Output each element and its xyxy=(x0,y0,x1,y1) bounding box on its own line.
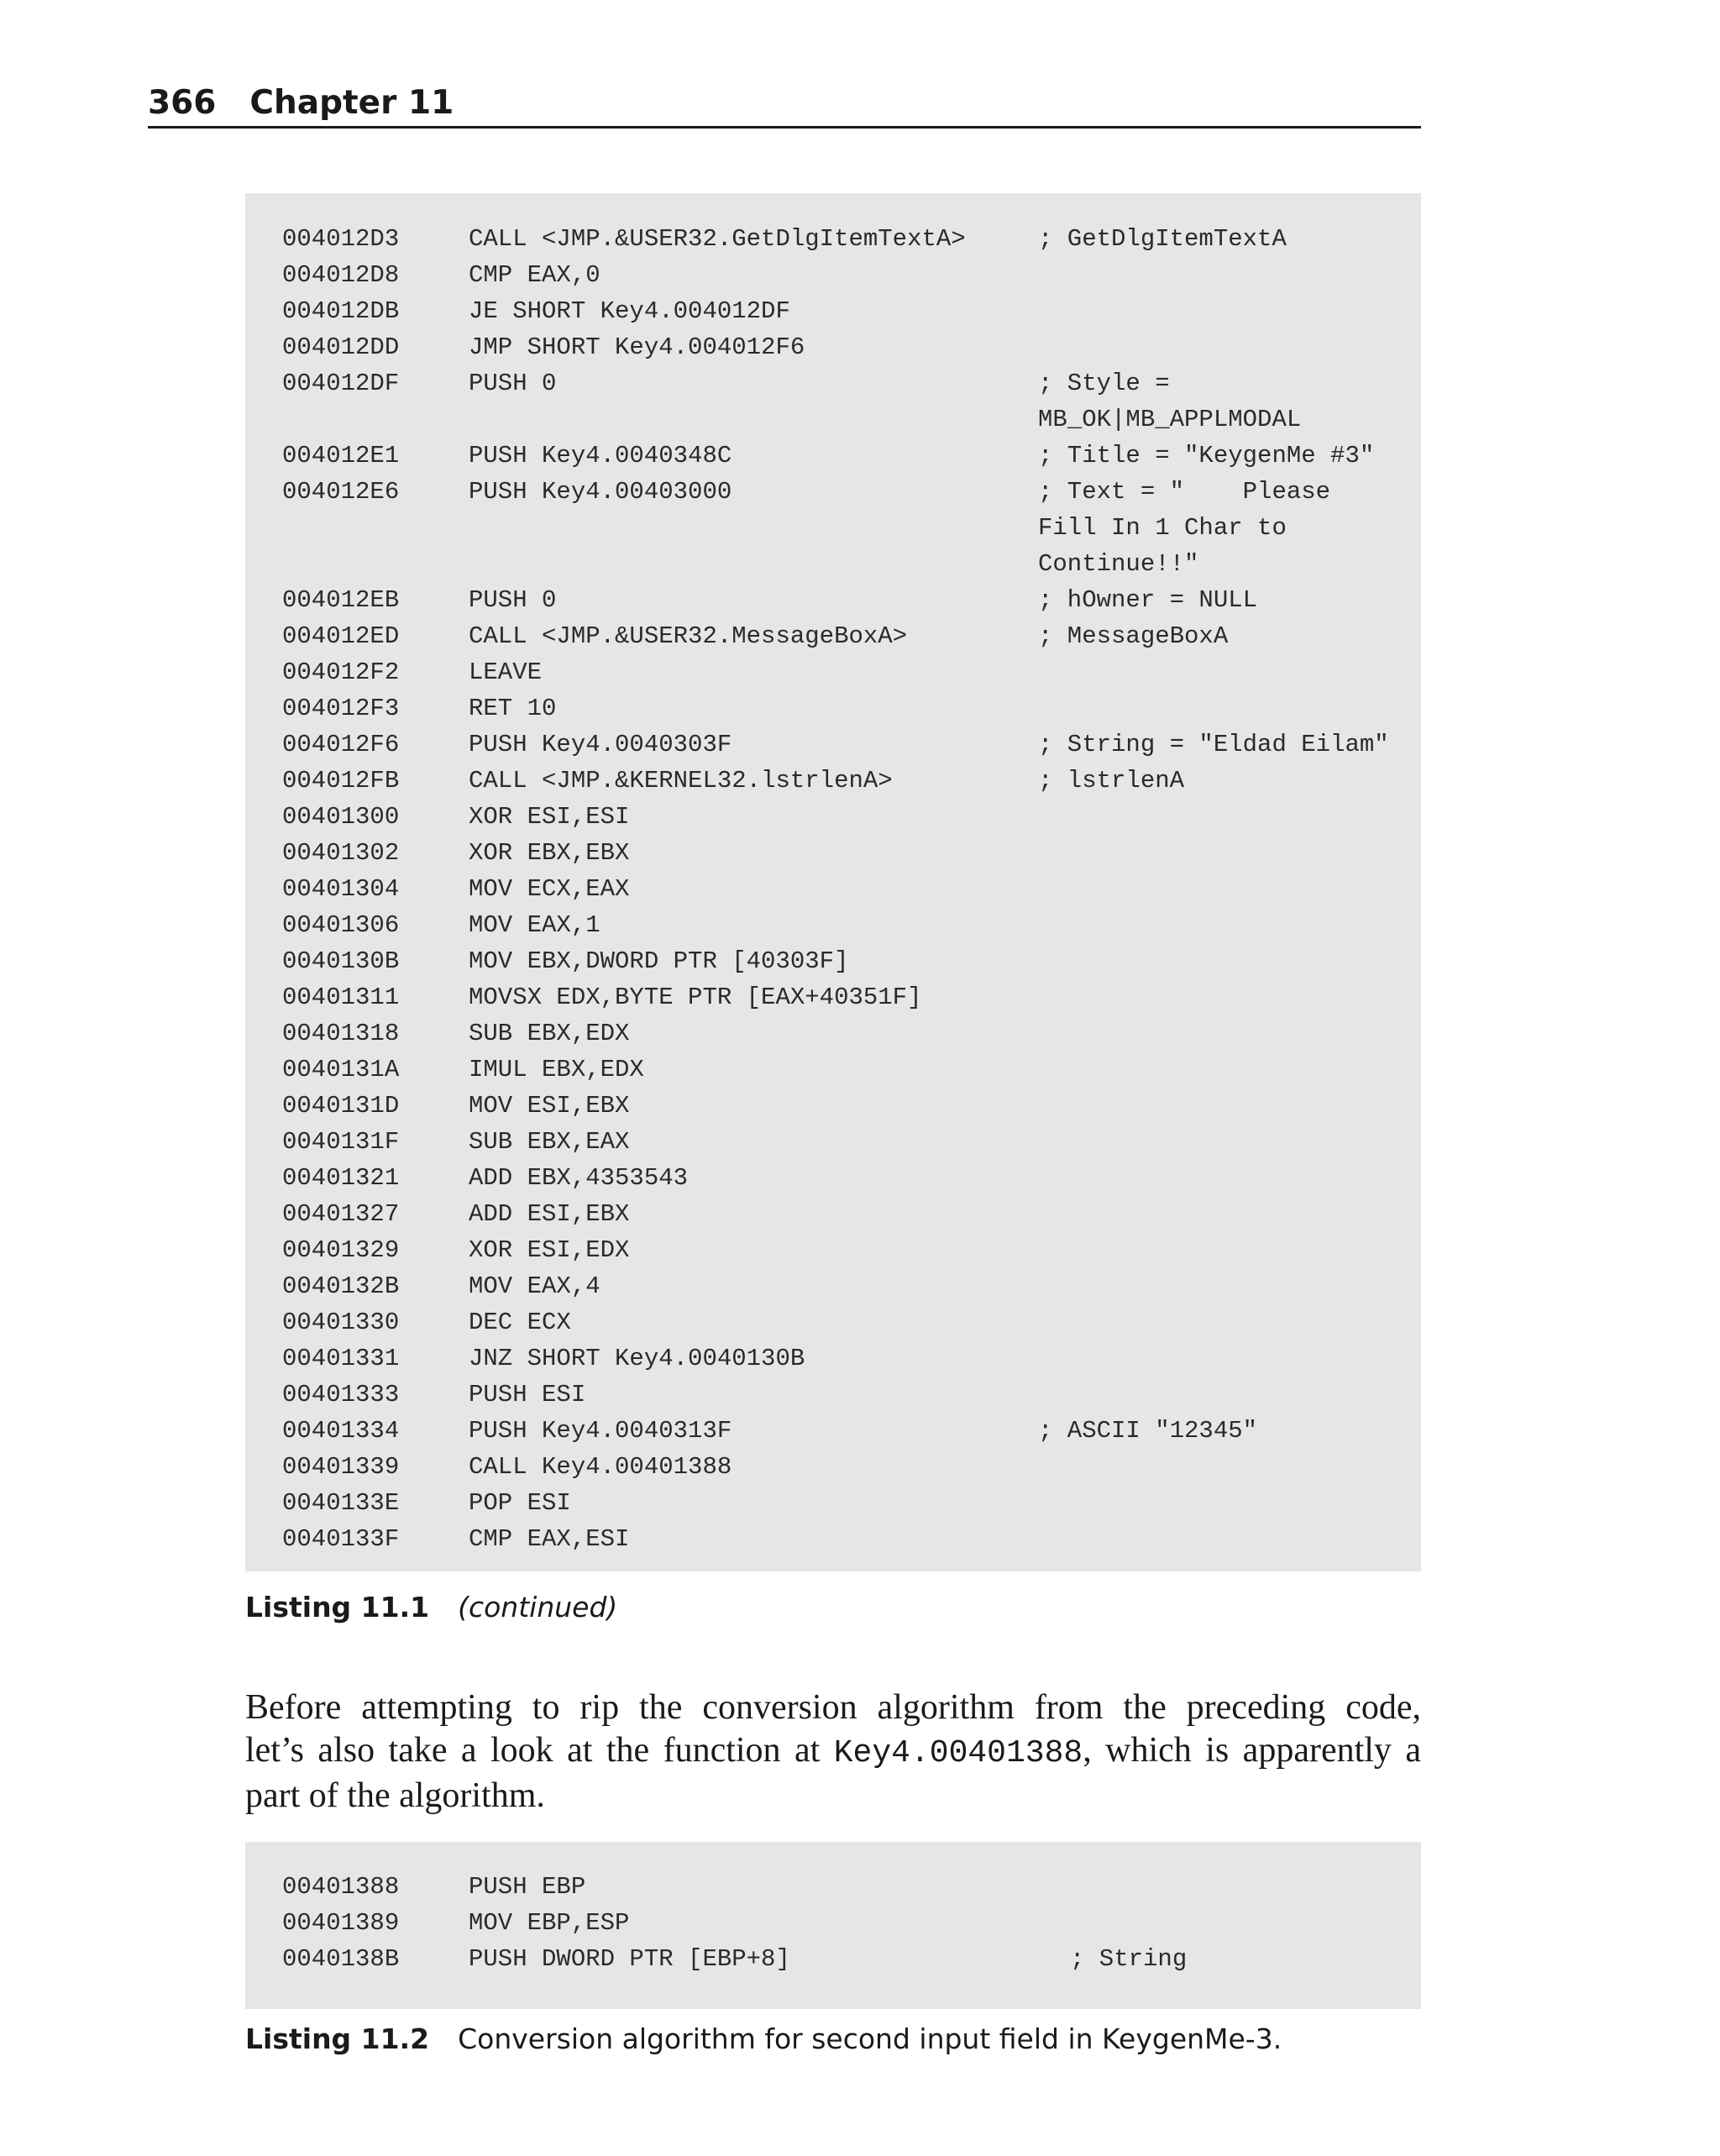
code-instruction: MOV EBP,ESP xyxy=(469,1909,630,1937)
code-address: 00401300 xyxy=(282,803,400,831)
code-address: 0040133F xyxy=(282,1525,400,1553)
code-line xyxy=(282,799,1408,835)
code-comment: ; hOwner = NULL xyxy=(1038,586,1258,614)
code-line xyxy=(282,690,1408,727)
code-instruction: PUSH EBP xyxy=(469,1873,586,1901)
code-instruction: XOR EBX,EBX xyxy=(469,839,630,867)
code-comment-continuation: MB_OK|MB_APPLMODAL xyxy=(1038,406,1302,433)
code-line xyxy=(282,1413,1408,1449)
code-line xyxy=(282,654,1408,690)
code-address: 00401330 xyxy=(282,1309,400,1336)
code-line xyxy=(282,1015,1408,1052)
code-instruction: SUB EBX,EAX xyxy=(469,1128,630,1156)
listing-label: Listing 11.2 xyxy=(245,2022,430,2055)
code-instruction: POP ESI xyxy=(469,1489,571,1517)
code-instruction: JE SHORT Key4.004012DF xyxy=(469,297,790,325)
code-line xyxy=(282,1160,1408,1196)
code-address: 00401321 xyxy=(282,1164,400,1192)
code-line xyxy=(282,1521,1408,1557)
code-instruction: MOVSX EDX,BYTE PTR [EAX+40351F] xyxy=(469,984,922,1011)
code-line xyxy=(282,1340,1408,1377)
code-listing-11-1 xyxy=(245,193,1421,1571)
listing-label: Listing 11.1 xyxy=(245,1591,430,1624)
listing-caption xyxy=(245,2019,1282,2059)
code-address: 004012FB xyxy=(282,767,400,795)
code-instruction: MOV EAX,1 xyxy=(469,911,600,939)
code-line xyxy=(282,1304,1408,1340)
code-instruction: CMP EAX,0 xyxy=(469,261,600,289)
code-comment-continuation: Fill In 1 Char to xyxy=(1038,514,1287,542)
code-line xyxy=(282,1485,1408,1521)
code-line xyxy=(282,1941,1408,1977)
code-instruction: CALL <JMP.&USER32.MessageBoxA> xyxy=(469,622,908,650)
code-instruction: DEC ECX xyxy=(469,1309,571,1336)
paragraph-text: , which is apparently a xyxy=(1083,1731,1421,1770)
code-comment: ; ASCII "12345" xyxy=(1038,1417,1258,1445)
code-instruction: PUSH 0 xyxy=(469,370,557,397)
code-address: 0040138B xyxy=(282,1945,400,1973)
code-address: 0040130B xyxy=(282,947,400,975)
code-line xyxy=(282,979,1408,1015)
code-instruction: JMP SHORT Key4.004012F6 xyxy=(469,333,805,361)
code-instruction: LEAVE xyxy=(469,658,543,686)
code-line xyxy=(282,727,1408,763)
code-line xyxy=(282,221,1408,257)
code-address: 00401306 xyxy=(282,911,400,939)
code-comment: ; Title = "KeygenMe #3" xyxy=(1038,442,1375,469)
code-address: 004012EB xyxy=(282,586,400,614)
code-line xyxy=(282,1268,1408,1304)
code-line xyxy=(282,907,1408,943)
code-address: 004012F3 xyxy=(282,695,400,722)
paragraph-line: part of the algorithm. xyxy=(245,1776,545,1815)
code-instruction: ADD EBX,4353543 xyxy=(469,1164,689,1192)
code-line xyxy=(282,1052,1408,1088)
code-instruction: XOR ESI,EDX xyxy=(469,1236,630,1264)
code-instruction: MOV ECX,EAX xyxy=(469,875,630,903)
code-address: 00401333 xyxy=(282,1381,400,1408)
code-address: 00401389 xyxy=(282,1909,400,1937)
code-instruction: MOV EBX,DWORD PTR [40303F] xyxy=(469,947,849,975)
code-comment: ; Style = xyxy=(1038,370,1170,397)
code-line xyxy=(282,1232,1408,1268)
listing-caption-text: Conversion algorithm for second input field in KeygenMe-3. xyxy=(458,2022,1282,2055)
code-line xyxy=(282,438,1408,474)
code-line xyxy=(282,943,1408,979)
code-address: 00401302 xyxy=(282,839,400,867)
code-address: 004012DB xyxy=(282,297,400,325)
code-comment-continuation: Continue!!" xyxy=(1038,550,1199,578)
code-address: 004012E1 xyxy=(282,442,400,469)
code-line xyxy=(282,618,1408,654)
code-line xyxy=(282,763,1408,799)
code-instruction: SUB EBX,EDX xyxy=(469,1020,630,1047)
code-instruction: CALL <JMP.&KERNEL32.lstrlenA> xyxy=(469,767,893,795)
code-instruction: PUSH Key4.0040348C xyxy=(469,442,732,469)
running-header xyxy=(148,81,1421,129)
chapter-title: Chapter 11 xyxy=(249,84,454,122)
code-comment: ; Text = " Please xyxy=(1038,478,1331,506)
code-line xyxy=(282,474,1408,510)
code-address: 0040131D xyxy=(282,1092,400,1120)
paragraph-line xyxy=(245,1729,1421,1775)
listing-caption-text: (continued) xyxy=(458,1591,618,1624)
code-address: 0040133E xyxy=(282,1489,400,1517)
code-address: 004012F6 xyxy=(282,731,400,758)
code-line xyxy=(282,1905,1408,1941)
code-instruction: RET 10 xyxy=(469,695,557,722)
code-instruction: CALL <JMP.&USER32.GetDlgItemTextA> xyxy=(469,225,966,253)
code-comment: ; String = "Eldad Eilam" xyxy=(1038,731,1389,758)
code-line xyxy=(282,1124,1408,1160)
body-paragraph xyxy=(245,1687,1421,1818)
code-address: 004012ED xyxy=(282,622,400,650)
paragraph-text: let’s also take a look at the function at xyxy=(245,1731,834,1770)
code-address: 004012F2 xyxy=(282,658,400,686)
code-instruction: CALL Key4.00401388 xyxy=(469,1453,732,1481)
code-address: 00401327 xyxy=(282,1200,400,1228)
code-instruction: MOV EAX,4 xyxy=(469,1272,600,1300)
code-line xyxy=(282,329,1408,365)
code-instruction: JNZ SHORT Key4.0040130B xyxy=(469,1345,805,1372)
code-address: 00401329 xyxy=(282,1236,400,1264)
page-number: 366 xyxy=(148,84,217,122)
code-comment: ; lstrlenA xyxy=(1038,767,1185,795)
code-address: 00401331 xyxy=(282,1345,400,1372)
code-line xyxy=(282,835,1408,871)
listing-caption xyxy=(245,1587,617,1628)
code-instruction: PUSH Key4.00403000 xyxy=(469,478,732,506)
code-listing-11-2 xyxy=(245,1842,1421,2009)
code-address: 00401339 xyxy=(282,1453,400,1481)
code-address: 004012E6 xyxy=(282,478,400,506)
code-instruction: ADD ESI,EBX xyxy=(469,1200,630,1228)
code-line xyxy=(282,1196,1408,1232)
code-address: 004012D8 xyxy=(282,261,400,289)
code-line xyxy=(282,1088,1408,1124)
code-instruction: IMUL EBX,EDX xyxy=(469,1056,644,1083)
code-line xyxy=(282,582,1408,618)
code-line xyxy=(282,1377,1408,1413)
code-address: 00401388 xyxy=(282,1873,400,1901)
code-instruction: PUSH ESI xyxy=(469,1381,586,1408)
code-instruction: MOV ESI,EBX xyxy=(469,1092,630,1120)
code-address: 0040131F xyxy=(282,1128,400,1156)
code-comment: ; MessageBoxA xyxy=(1038,622,1229,650)
code-address: 004012DF xyxy=(282,370,400,397)
code-address: 00401318 xyxy=(282,1020,400,1047)
code-instruction: XOR ESI,ESI xyxy=(469,803,630,831)
code-instruction: PUSH Key4.0040313F xyxy=(469,1417,732,1445)
code-line xyxy=(282,257,1408,293)
code-instruction: PUSH 0 xyxy=(469,586,557,614)
code-line xyxy=(282,365,1408,401)
code-address: 00401304 xyxy=(282,875,400,903)
code-address: 004012D3 xyxy=(282,225,400,253)
code-instruction: PUSH DWORD PTR [EBP+8] xyxy=(469,1945,790,1973)
code-address: 00401334 xyxy=(282,1417,400,1445)
code-address: 00401311 xyxy=(282,984,400,1011)
code-address: 0040131A xyxy=(282,1056,400,1083)
code-line xyxy=(282,871,1408,907)
code-address: 0040132B xyxy=(282,1272,400,1300)
code-line xyxy=(282,1449,1408,1485)
code-instruction: PUSH Key4.0040303F xyxy=(469,731,732,758)
code-line xyxy=(282,293,1408,329)
code-comment: ; GetDlgItemTextA xyxy=(1038,225,1287,253)
paragraph-line: Before attempting to rip the conversion algorithm from the preceding code, xyxy=(245,1688,1421,1727)
code-address: 004012DD xyxy=(282,333,400,361)
code-instruction: CMP EAX,ESI xyxy=(469,1525,630,1553)
code-line xyxy=(282,1869,1408,1905)
code-comment: ; String xyxy=(1070,1945,1188,1973)
inline-code: Key4.00401388 xyxy=(833,1735,1083,1771)
